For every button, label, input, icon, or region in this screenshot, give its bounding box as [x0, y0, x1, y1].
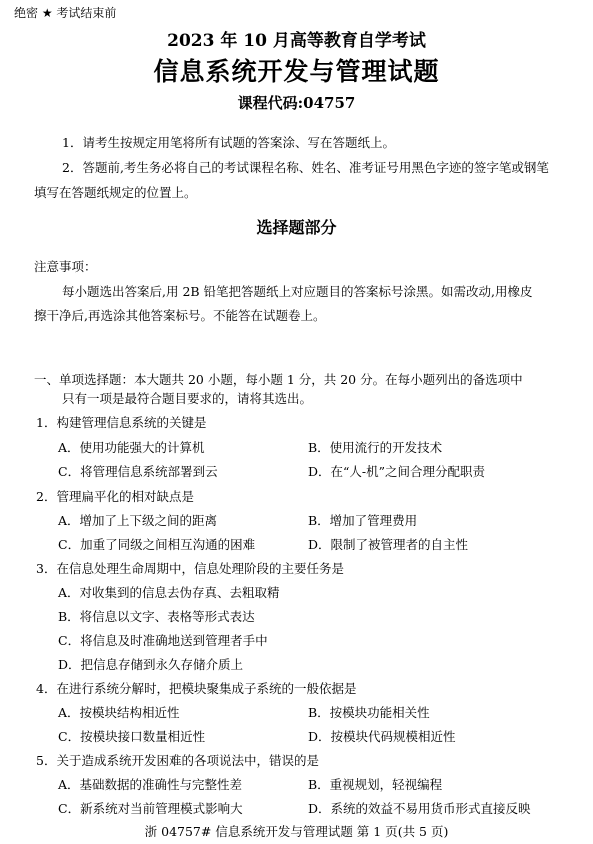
part-one-heading-1: 一、单项选择题：本大题共 20 小题，每小题 1 分，共 20 分。在每小题列出的备选项中: [34, 372, 523, 387]
question-3-option-a: A．对收集到的信息去伪存真、去粗取精: [58, 585, 280, 600]
notes-line-1: 每小题选出答案后,用 2B 铅笔把答题纸上对应题目的答案标号涂黑。如需改动,用橡皮: [62, 284, 533, 299]
question-2-option-d: D．限制了被管理者的自主性: [308, 537, 469, 552]
question-5-option-b: B．重视规划，轻视编程: [308, 777, 443, 792]
question-4-option-d: D．按模块代码规模相近性: [308, 729, 456, 744]
question-1-option-b: B．使用流行的开发技术: [308, 440, 443, 455]
question-4-stem: 4．在进行系统分解时，把模块聚集成子系统的一般依据是: [36, 681, 357, 696]
question-5-option-d: D．系统的效益不易用货币形式直接反映: [308, 801, 531, 816]
question-2-option-a: A．增加了上下级之间的距离: [58, 513, 218, 528]
page-footer: 浙 04757# 信息系统开发与管理试题 第 1 页(共 5 页): [144, 824, 449, 839]
subject-title: 信息系统开发与管理试题: [153, 57, 440, 86]
question-1-option-a: A．使用功能强大的计算机: [58, 440, 205, 455]
instruction-2-cont: 填写在答题纸规定的位置上。: [34, 185, 197, 200]
question-3-option-b: B．将信息以文字、表格等形式表达: [58, 609, 255, 624]
question-5-option-a: A．基础数据的准确性与完整性差: [58, 777, 243, 792]
question-2-stem: 2．管理扁平化的相对缺点是: [36, 489, 194, 504]
question-4-option-b: B．按模块功能相关性: [308, 705, 430, 720]
part-one-heading-2: 只有一项是最符合题目要求的，请将其选出。: [62, 391, 313, 406]
course-code: 课程代码:04757: [237, 94, 356, 112]
question-3-option-d: D．把信息存储到永久存储介质上: [58, 657, 244, 672]
exam-title: 2023 年 10 月高等教育自学考试: [167, 31, 426, 51]
question-5-option-c: C．新系统对当前管理模式影响大: [58, 801, 243, 816]
notes-title: 注意事项：: [34, 259, 97, 274]
question-3-stem: 3．在信息处理生命周期中，信息处理阶段的主要任务是: [36, 561, 344, 576]
question-5-stem: 5．关于造成系统开发困难的各项说法中，错误的是: [36, 753, 319, 768]
question-3-option-c: C．将信息及时准确地送到管理者手中: [58, 633, 268, 648]
question-4-option-a: A．按模块结构相近性: [58, 705, 180, 720]
question-4-option-c: C．按模块接口数量相近性: [58, 729, 206, 744]
notes-line-2: 擦干净后,再选涂其他答案标号。不能答在试题卷上。: [34, 308, 326, 323]
question-1-stem: 1．构建管理信息系统的关键是: [36, 415, 207, 430]
question-1-option-c: C．将管理信息系统部署到云: [58, 464, 218, 479]
instruction-1: 1．请考生按规定用笔将所有试题的答案涂、写在答题纸上。: [62, 135, 395, 150]
secret-label: 绝密 ★ 考试结束前: [14, 6, 117, 20]
question-1-option-d: D．在“人-机”之间合理分配职责: [308, 464, 486, 479]
question-2-option-c: C．加重了同级之间相互沟通的困难: [58, 537, 256, 552]
question-2-option-b: B．增加了管理费用: [308, 513, 418, 528]
instruction-2: 2．答题前,考生务必将自己的考试课程名称、姓名、准考证号用黑色字迹的签字笔或钢笔: [62, 160, 549, 175]
section-title: 选择题部分: [256, 218, 337, 237]
